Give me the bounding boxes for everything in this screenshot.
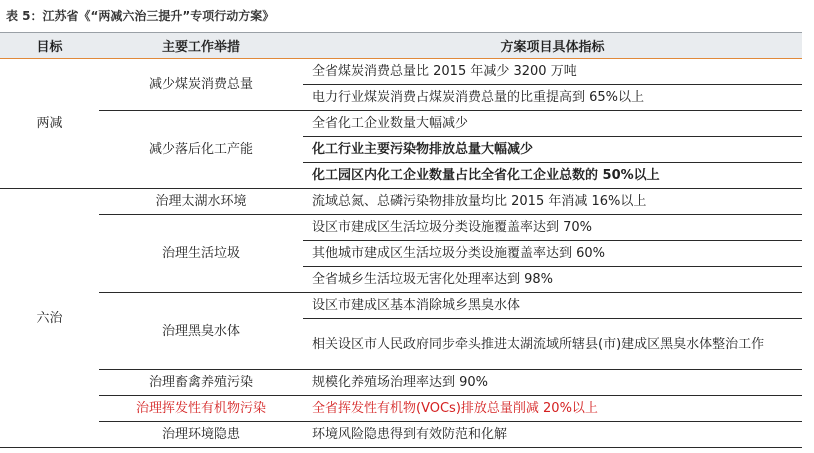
- target-cell: 六治: [0, 189, 99, 448]
- indicator-cell: 设区市建成区生活垃圾分类设施覆盖率达到 70%: [303, 215, 802, 241]
- indicator-cell: 其他城市建成区生活垃圾分类设施覆盖率达到 60%: [303, 241, 802, 267]
- measure-cell: 治理黑臭水体: [99, 293, 303, 370]
- table-row: [0, 215, 802, 241]
- table-caption: 表 5：江苏省《“两减六治三提升”专项行动方案》: [6, 9, 275, 23]
- action-plan-table: [0, 32, 802, 448]
- measure-cell: 治理畜禽养殖污染: [99, 370, 303, 396]
- indicator-cell: 规模化养殖场治理率达到 90%: [303, 370, 802, 396]
- measure-cell-highlight: 治理挥发性有机物污染: [99, 396, 303, 422]
- indicator-wrapped-text: 相关设区市人民政府同步牵头推进太湖流域所辖县(市)建成区黑臭水体整治工作: [312, 336, 765, 352]
- measure-cell: 减少落后化工产能: [99, 111, 303, 189]
- table-row: [0, 293, 802, 319]
- measure-cell: 治理太湖水环境: [99, 189, 303, 215]
- indicator-cell: 电力行业煤炭消费占煤炭消费总量的比重提高到 65%以上: [303, 85, 802, 111]
- header-row: [0, 33, 802, 59]
- table-row: [0, 59, 802, 85]
- target-cell: 两减: [0, 59, 99, 189]
- indicator-cell: 流域总氮、总磷污染物排放量均比 2015 年消减 16%以上: [303, 189, 802, 215]
- table-row: [0, 189, 802, 215]
- header-target: 目标: [0, 33, 99, 59]
- indicator-cell: 全省城乡生活垃圾无害化处理率达到 98%: [303, 267, 802, 293]
- indicator-cell: 设区市建成区基本消除城乡黑臭水体: [303, 293, 802, 319]
- indicator-cell: 全省化工企业数量大幅减少: [303, 111, 802, 137]
- indicator-cell-highlight: 全省挥发性有机物(VOCs)排放总量削减 20%以上: [303, 396, 802, 422]
- indicator-cell: 全省煤炭消费总量比 2015 年减少 3200 万吨: [303, 59, 802, 85]
- header-measure: 主要工作举措: [99, 33, 303, 59]
- measure-cell: 治理生活垃圾: [99, 215, 303, 293]
- header-indicator: 方案项目具体指标: [303, 33, 802, 59]
- table-row: [0, 422, 802, 448]
- table-row: [0, 111, 802, 137]
- measure-cell: 减少煤炭消费总量: [99, 59, 303, 111]
- measure-cell: 治理环境隐患: [99, 422, 303, 448]
- indicator-cell: [303, 319, 802, 370]
- table-row: [0, 370, 802, 396]
- indicator-cell: 环境风险隐患得到有效防范和化解: [303, 422, 802, 448]
- indicator-cell: 化工行业主要污染物排放总量大幅减少: [303, 137, 802, 163]
- table-row: [0, 396, 802, 422]
- indicator-cell: 化工园区内化工企业数量占比全省化工企业总数的 50%以上: [303, 163, 802, 189]
